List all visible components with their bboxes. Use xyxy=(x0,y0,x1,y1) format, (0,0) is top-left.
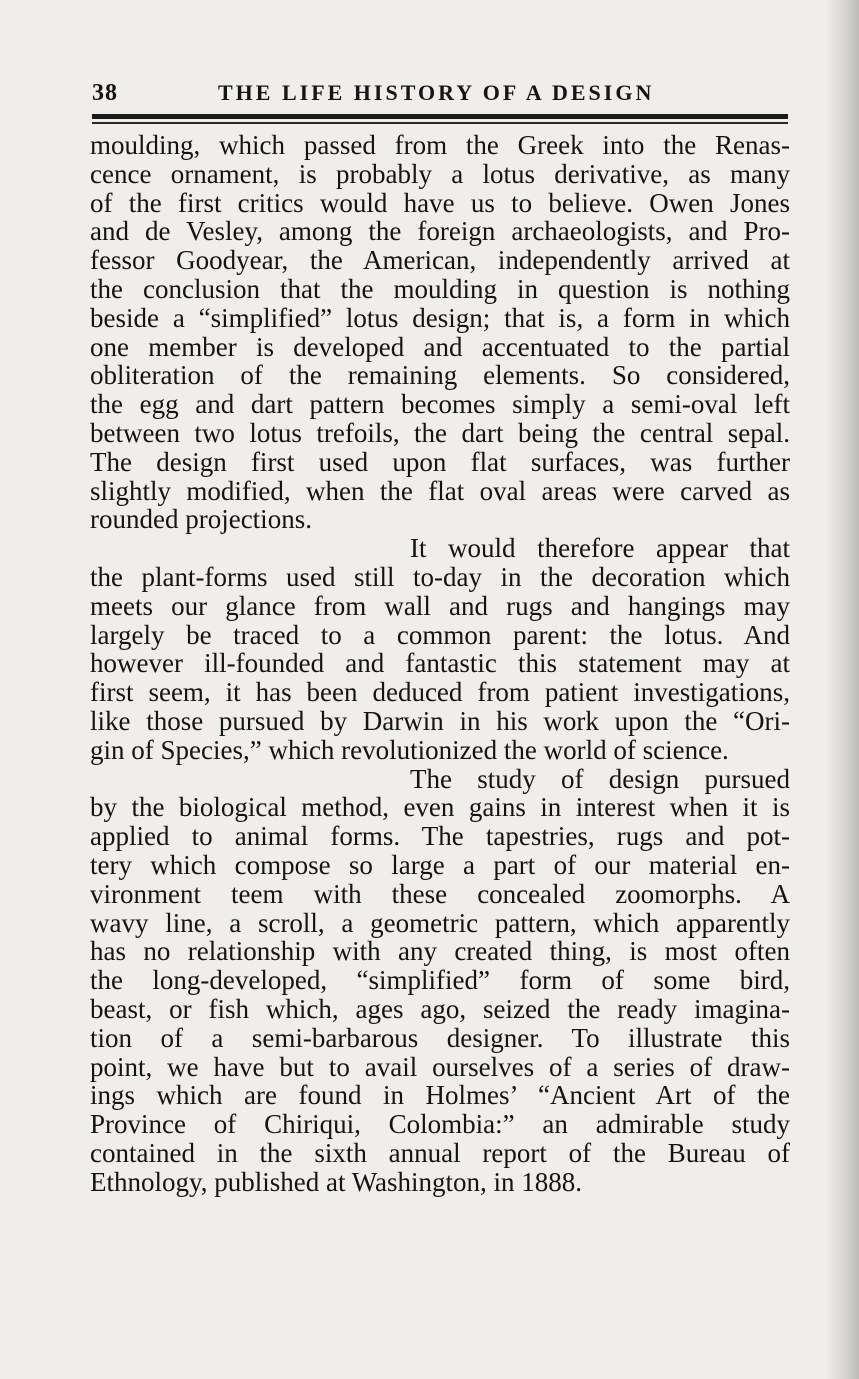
text-line: largely be traced to a common parent: the lotus. And xyxy=(90,619,790,650)
text-line: The study of design pursued xyxy=(410,763,790,794)
text-line: has no relationship with any created thing, is most often xyxy=(90,936,790,967)
paragraph-3 xyxy=(90,765,790,1197)
text-line: contained in the sixth annual report of the Bureau of xyxy=(90,1137,790,1168)
text-line: and de Vesley, among the foreign archaeologists, and Pro- xyxy=(90,216,790,247)
text-line: Province of Chiriqui, Colombia:” an admirable study xyxy=(90,1109,790,1140)
text-line: of the first critics would have us to believe. Owen Jones xyxy=(90,187,790,218)
text-line: It would therefore appear that xyxy=(410,533,790,564)
paragraph-2 xyxy=(90,534,790,764)
text-line: tion of a semi-barbarous designer. To illustrate this xyxy=(90,1022,790,1053)
text-line: the long-developed, “simplified” form of some bird, xyxy=(90,965,790,996)
text-line: the egg and dart pattern becomes simply a semi-oval left xyxy=(90,389,790,420)
text-line: point, we have but to avail ourselves of a series of draw- xyxy=(90,1051,790,1082)
text-line: obliteration of the remaining elements. So considered, xyxy=(90,360,790,391)
page-header xyxy=(92,76,788,110)
paragraph-1 xyxy=(90,131,790,534)
running-title: THE LIFE HISTORY OF A DESIGN xyxy=(218,80,655,105)
text-line: applied to animal forms. The tapestries, rugs and pot- xyxy=(90,821,790,852)
text-line: cence ornament, is probably a lotus derivative, as many xyxy=(90,158,790,189)
text-line: one member is developed and accentuated to the partial xyxy=(90,331,790,362)
text-line: like those pursued by Darwin in his work upon the “Ori- xyxy=(90,705,790,736)
header-rule-thick xyxy=(92,114,788,119)
text-line: beast, or fish which, ages ago, seized the ready imagina- xyxy=(90,993,790,1024)
text-line: first seem, it has been deduced from patient investigations, xyxy=(90,677,790,708)
text-line: slightly modified, when the flat oval areas were carved as xyxy=(90,475,790,506)
text-line: the plant-forms used still to-day in the decoration which xyxy=(90,561,790,592)
text-line: tery which compose so large a part of our material en- xyxy=(90,849,790,880)
text-line: Ethnology, published at Washington, in 1888. xyxy=(90,1166,583,1197)
body-text xyxy=(90,131,790,1196)
header-rule-thin xyxy=(92,122,788,124)
text-line: beside a “simplified” lotus design; that is, a form in which xyxy=(90,302,790,333)
text-line: fessor Goodyear, the American, independently arrived at xyxy=(90,245,790,276)
text-line: wavy line, a scroll, a geometric pattern, which apparently xyxy=(90,907,790,938)
text-line: ings which are found in Holmes’ “Ancient Art of the xyxy=(90,1080,790,1111)
text-line: rounded projections. xyxy=(90,504,312,535)
text-line: by the biological method, even gains in interest when it is xyxy=(90,792,790,823)
page-number: 38 xyxy=(92,80,118,106)
text-line: gin of Species,” which revolutionized the world of science. xyxy=(90,734,729,765)
page-edge-shadow xyxy=(825,0,859,1379)
text-line: between two lotus trefoils, the dart being the central sepal. xyxy=(90,417,790,448)
text-line: The design first used upon flat surfaces, was further xyxy=(90,446,790,477)
text-line: meets our glance from wall and rugs and hangings may xyxy=(90,590,790,621)
text-line: moulding, which passed from the Greek into the Renas- xyxy=(90,130,790,160)
text-line: however ill-founded and fantastic this statement may at xyxy=(90,648,790,679)
text-line: vironment teem with these concealed zoomorphs. A xyxy=(90,878,790,909)
text-line: the conclusion that the moulding in question is nothing xyxy=(90,273,790,304)
